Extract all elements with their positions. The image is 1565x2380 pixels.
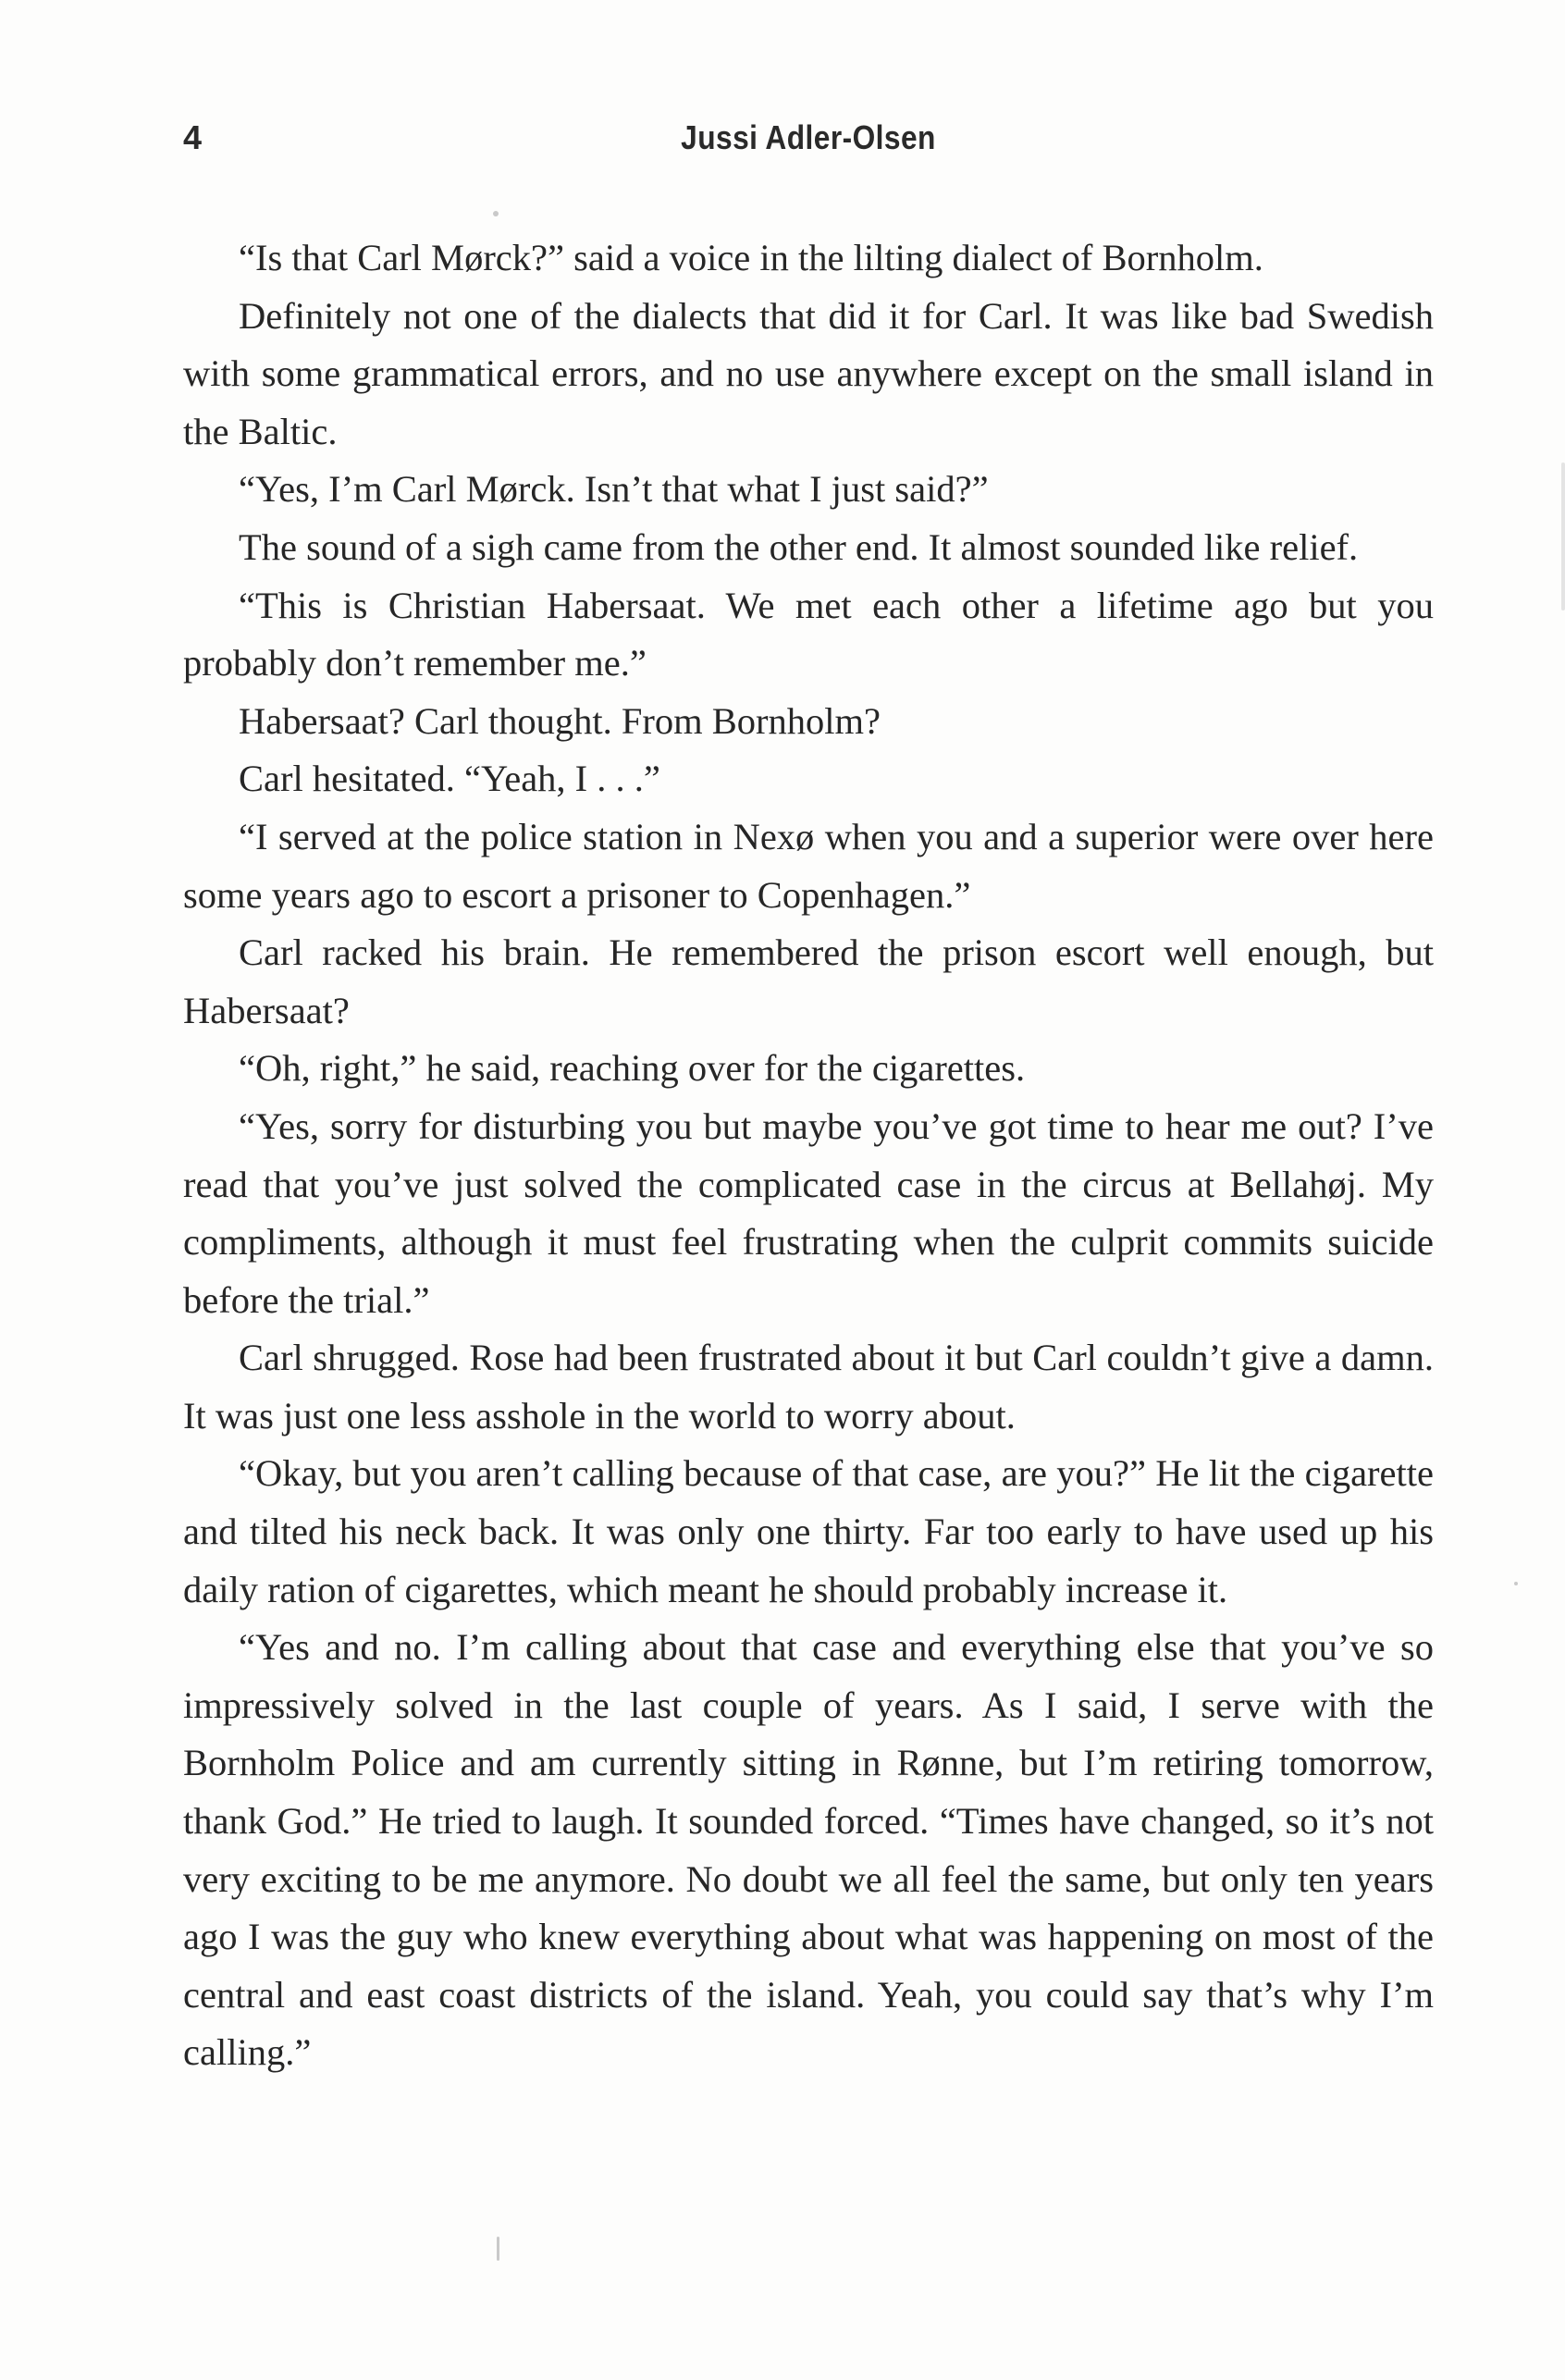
paragraph: Habersaat? Carl thought. From Bornholm?	[239, 699, 881, 742]
paragraph: Carl shrugged. Rose had been frustrated about it but Carl couldn’t give a damn. It was just one less asshole in the world to worry about.	[183, 1337, 1434, 1437]
page-number: 4	[183, 118, 203, 156]
running-head: Jussi Adler-Olsen	[681, 118, 936, 156]
paragraph: “Is that Carl Mørck?” said a voice in the lilting dialect of Bornholm.	[239, 237, 1263, 278]
paper-speck	[1561, 462, 1565, 610]
paper-speck	[493, 211, 499, 216]
paragraph: “Okay, but you aren’t calling because of that case, are you?” He lit the cigarette and tilted his neck back. It was only one thirty. Far too early to have used up his daily ration of cigarettes, which meant he should probably increase it.	[183, 1452, 1434, 1610]
paragraph: Definitely not one of the dialects that did it for Carl. It was like bad Swedish with some grammatical errors, and no use anywhere except on the small island in the Baltic.	[183, 294, 1434, 452]
paragraph: “Yes, I’m Carl Mørck. Isn’t that what I just said?”	[239, 468, 989, 511]
paragraph: Carl racked his brain. He remembered the prison escort well enough, but Habersaat?	[183, 931, 1434, 1031]
page-header	[183, 118, 1434, 165]
paragraph: “Yes, sorry for disturbing you but maybe you’ve got time to hear me out? I’ve read that you’ve just solved the complicated case in the circus at Bellahøj. My compliments, although it must feel frustrating when the culprit commits suicide before the trial.”	[183, 1104, 1434, 1321]
paragraph: “I served at the police station in Nexø when you and a superior were over here some years ago to escort a prisoner to Copenhagen.”	[183, 815, 1434, 916]
paper-speck	[497, 2237, 499, 2261]
paragraph: “This is Christian Habersaat. We met each other a lifetime ago but you probably don’t remember me.”	[183, 584, 1434, 684]
paragraph: Carl hesitated. “Yeah, I . . .”	[239, 758, 660, 800]
paper-speck	[1514, 1582, 1518, 1585]
paragraph: “Oh, right,” he said, reaching over for the cigarettes.	[239, 1047, 1026, 1090]
paragraph: The sound of a sigh came from the other end. It almost sounded like relief.	[239, 525, 1359, 568]
body-text	[183, 229, 1434, 2082]
paragraph: “Yes and no. I’m calling about that case and everything else that you’ve so impressively solved in the last couple of years. As I said, I serve with the Bornholm Police and am currently sitting in Rønne, but I’m retiring tomorrow, thank God.” He tried to laugh. It sounded forced. “Times have changed, so it’s not very exciting to be me anymore. No doubt we all feel the same, but only ten years ago I was the guy who knew everything about what was happening on most of the central and east coast districts of the island. Yeah, you could say that’s why I’m calling.”	[183, 1626, 1434, 2074]
